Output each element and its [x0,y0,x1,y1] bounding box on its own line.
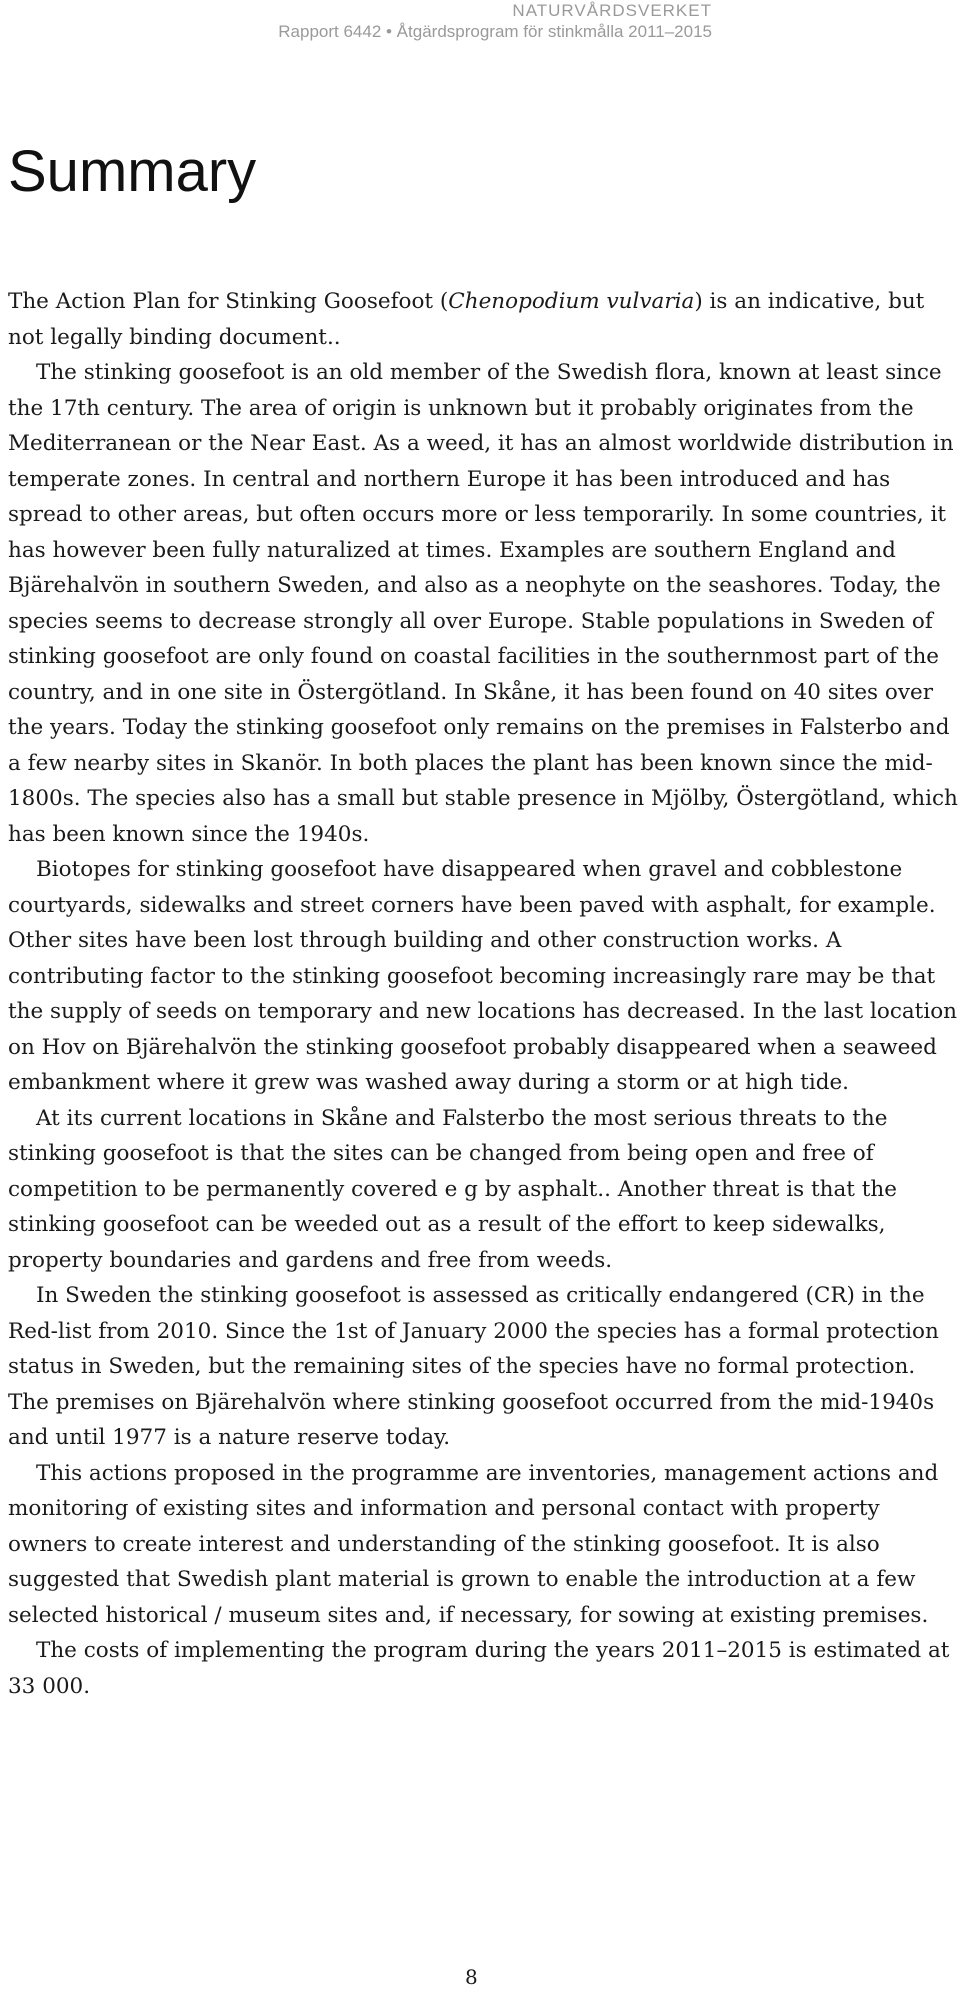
paragraph-actions: This actions proposed in the programme are inventories, management actions and monitoring of existing sites and information and personal contact with property owners to create interest and understanding of the stinking goosefoot. It is also suggested that Swedish plant material is grown to enable the introduction at a few selected historical / museum sites and, if necessary, for sowing at existing premises. [8,1460,939,1628]
paragraph-distribution: The stinking goosefoot is an old member of the Swedish flora, known at least since the 17th century. The area of origin is unknown but it probably originates from the Mediterranean or the Near East. As a weed, it has an almost worldwide distribution in temperate zones. In central and northern Europe it has been introduced and has spread to other areas, but often occurs more or less temporarily. In some countries, it has however been fully naturalized at times. Examples are southern England and Bjärehalvön in southern Sweden, and also as a neophyte on the seashores. Today, the species seems to decrease strongly all over Europe. Stable populations in Sweden of stinking goosefoot are only found on coastal facilities in the southernmost part of the country, and in one site in Östergötland. In Skåne, it has been found on 40 sites over the years. Today the stinking goosefoot only remains on the premises in Falsterbo and a few nearby sites in Skanör. In both places the plant has been known since the mid-1800s. The species also has a small but stable presence in Mjölby, Östergötland, which has been known since the 1940s. [8,360,958,847]
paragraph-costs: The costs of implementing the program during the years 2011–2015 is estimated at 33 000. [8,1638,950,1699]
page-number: 8 [465,1965,478,1989]
summary-body [8,284,960,1704]
running-header [278,0,712,43]
intro-text-before: The Action Plan for Stinking Goosefoot ( [8,289,449,314]
paragraph-threats: At its current locations in Skåne and Falsterbo the most serious threats to the stinking goosefoot is that the sites can be changed from being open and free of competition to be permanently covered e g by asphalt.. Another threat is that the stinking goosefoot can be weeded out as a result of the effort to keep sidewalks, property boundaries and gardens and free from weeds. [8,1105,897,1273]
latin-species-name: Chenopodium vulvaria [448,289,695,314]
header-report-title: Rapport 6442 • Åtgärdsprogram för stinkmålla 2011–2015 [278,22,712,42]
intro-text-after: ) is an indicative, but not legally binding document.. [8,289,925,350]
intro-paragraph [8,284,960,355]
paragraph-red-list: In Sweden the stinking goosefoot is assessed as critically endangered (CR) in the Red-list from 2010. Since the 1st of January 2000 the species has a formal protection status in Sweden, but the remaining sites of the species have no formal protection. The premises on Bjärehalvön where stinking goosefoot occurred from the mid-1940s and until 1977 is a nature reserve today. [8,1283,939,1450]
paragraph-biotopes: Biotopes for stinking goosefoot have disappeared when gravel and cobblestone courtyards, sidewalks and street corners have been paved with asphalt, for example. Other sites have been lost through building and other construction works. A contributing factor to the stinking goosefoot becoming increasingly rare may be that the supply of seeds on temporary and new locations has decreased. In the last location on Hov on Bjärehalvön the stinking goosefoot probably disappeared when a seaweed embankment where it grew was washed away during a storm or at high tide. [8,857,957,1095]
page-title: Summary [8,139,257,204]
header-organization: NATURVÅRDSVERKET [512,1,712,20]
